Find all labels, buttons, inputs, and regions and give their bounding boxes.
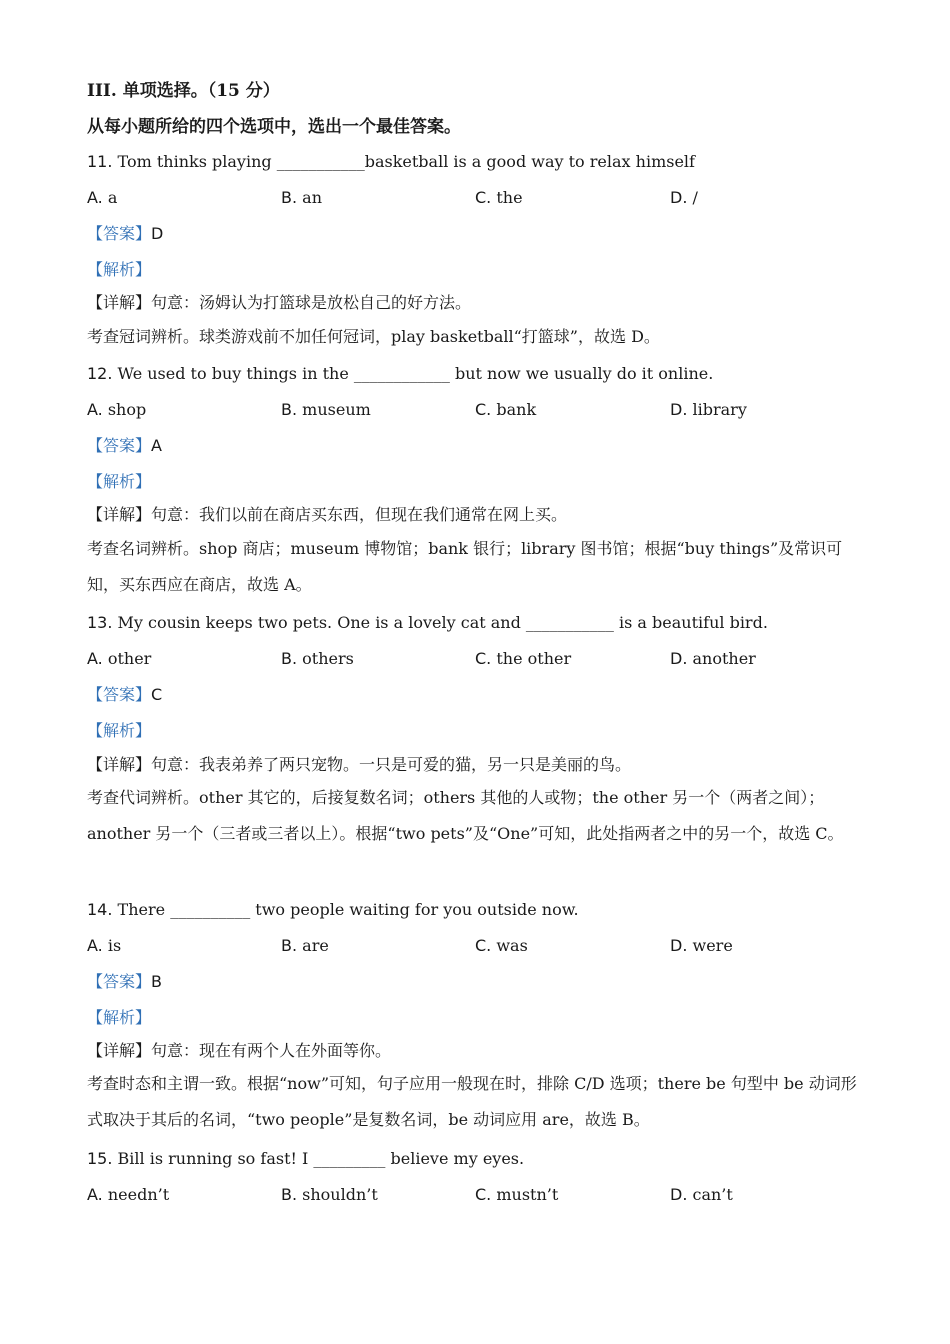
analysis-tag-14: 【解析】 <box>87 1008 152 1027</box>
explanation-13: 考查代词辨析。other 其它的，后接复数名词；others 其他的人或物；the other 另一个（两者之间）；another 另一个（三者或三者以上）。根据“two pets”及“One”可知，此处指两者之中的另一个，故选 C。 <box>87 788 844 843</box>
question-14 <box>87 899 579 921</box>
option-12-c: C. bank <box>475 400 537 419</box>
answer-12: 【答案】A <box>87 436 162 455</box>
question-stem: Tom thinks playing ___________basketball is a good way to relax himself <box>117 152 695 171</box>
question-15 <box>87 1148 524 1170</box>
option-14-d: D. were <box>670 936 733 955</box>
option-15-c: C. mustn’t <box>475 1185 559 1204</box>
question-13 <box>87 612 768 634</box>
option-12-b: B. museum <box>281 400 371 419</box>
detail-14: 【详解】句意：现在有两个人在外面等你。 <box>87 1041 392 1060</box>
option-14-c: C. was <box>475 936 528 955</box>
option-15-a: A. needn’t <box>87 1185 170 1204</box>
question-12 <box>87 363 713 385</box>
question-stem: We used to buy things in the ____________ but now we usually do it online. <box>117 364 714 383</box>
option-14-a: A. is <box>87 936 122 955</box>
option-14-b: B. are <box>281 936 329 955</box>
explanation-12: 考查名词辨析。shop 商店；museum 博物馆；bank 银行；library 图书馆；根据“buy things”及常识可知，买东西应在商店，故选 A。 <box>87 539 843 594</box>
section-title: III. 单项选择。（15 分） <box>87 81 280 101</box>
section-instruction: 从每小题所给的四个选项中，选出一个最佳答案。 <box>87 117 461 137</box>
option-11-b: B. an <box>281 188 322 207</box>
analysis-tag-11: 【解析】 <box>87 260 152 279</box>
answer-13: 【答案】C <box>87 685 163 704</box>
answer-14: 【答案】B <box>87 972 162 991</box>
question-number: 14. <box>87 900 113 919</box>
detail-12: 【详解】句意：我们以前在商店买东西，但现在我们通常在网上买。 <box>87 505 568 524</box>
analysis-tag-12: 【解析】 <box>87 472 152 491</box>
question-stem: Bill is running so fast! I _________ believe my eyes. <box>117 1149 525 1168</box>
option-15-b: B. shouldn’t <box>281 1185 378 1204</box>
option-13-d: D. another <box>670 649 756 668</box>
analysis-tag-13: 【解析】 <box>87 721 152 740</box>
detail-11: 【详解】句意：汤姆认为打篮球是放松自己的好方法。 <box>87 293 472 312</box>
option-15-d: D. can’t <box>670 1185 733 1204</box>
question-number: 12. <box>87 364 113 383</box>
question-number: 11. <box>87 152 113 171</box>
option-13-a: A. other <box>87 649 152 668</box>
question-number: 15. <box>87 1149 113 1168</box>
detail-13: 【详解】句意：我表弟养了两只宠物。一只是可爱的猫，另一只是美丽的鸟。 <box>87 755 632 774</box>
option-13-c: C. the other <box>475 649 572 668</box>
option-13-b: B. others <box>281 649 354 668</box>
option-11-c: C. the <box>475 188 523 207</box>
question-stem: There __________ two people waiting for you outside now. <box>117 900 579 919</box>
option-11-d: D. / <box>670 188 698 207</box>
answer-11: 【答案】D <box>87 224 164 243</box>
option-11-a: A. a <box>87 188 118 207</box>
question-11 <box>87 151 695 173</box>
explanation-14: 考查时态和主谓一致。根据“now”可知，句子应用一般现在时，排除 C/D 选项；there be 句型中 be 动词形式取决于其后的名词，“two people”是复数名词，be 动词应用 are，故选 B。 <box>87 1074 857 1129</box>
option-12-d: D. library <box>670 400 747 419</box>
option-12-a: A. shop <box>87 400 147 419</box>
explanation-11: 考查冠词辨析。球类游戏前不加任何冠词，play basketball“打篮球”，故选 D。 <box>87 327 660 346</box>
question-stem: My cousin keeps two pets. One is a lovely cat and ___________ is a beautiful bird. <box>117 613 768 632</box>
question-number: 13. <box>87 613 113 632</box>
